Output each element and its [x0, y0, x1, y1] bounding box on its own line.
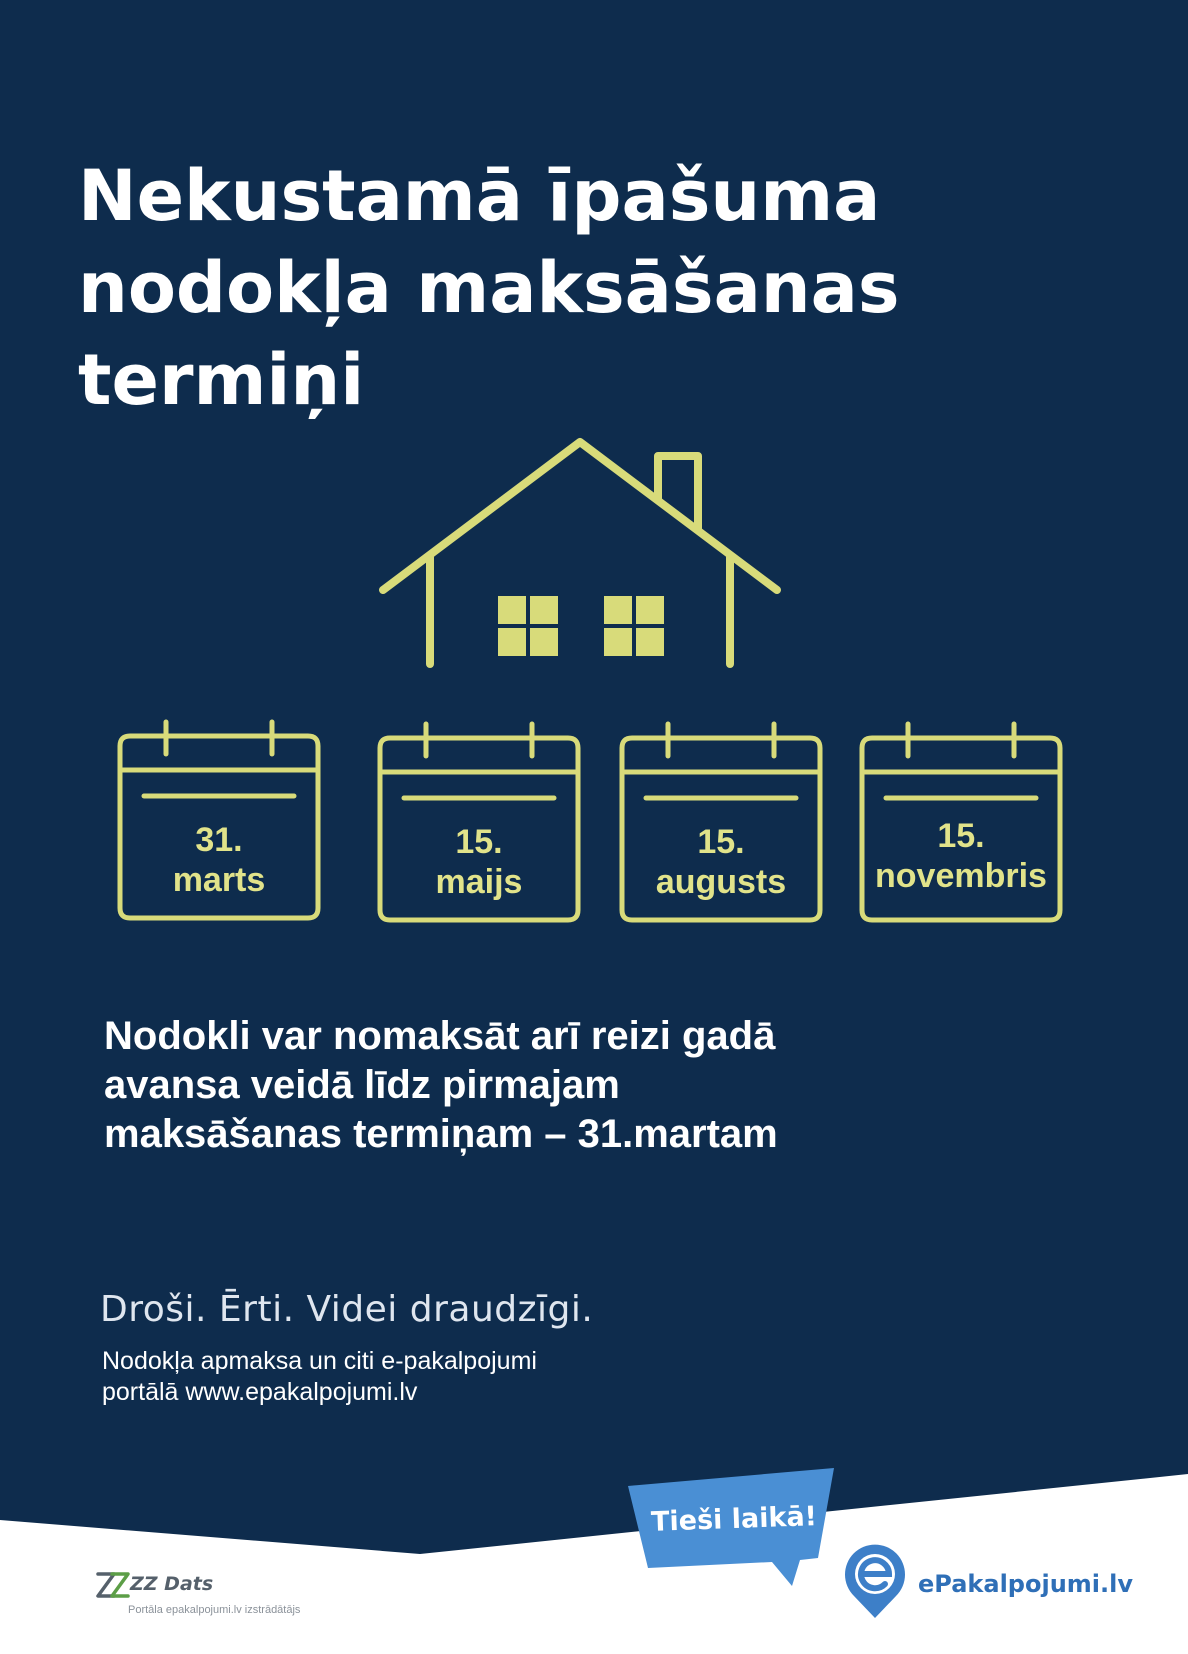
deadline-day: 31. [195, 821, 243, 859]
deadline-date [124, 820, 314, 900]
portal-info-line-1: Nodokļa apmaksa un citi e-pakalpojumi [102, 1347, 537, 1375]
info-line-3: maksāšanas termiņam – 31.martam [104, 1112, 778, 1156]
portal-info-line-2: portālā www.epakalpojumi.lv [102, 1378, 418, 1406]
calendar-card-november [858, 720, 1064, 930]
deadline-month: marts [172, 861, 266, 899]
house-icon [378, 428, 788, 668]
epakalpojumi-logo-icon [844, 1540, 906, 1620]
title-line-3: termiņi [78, 339, 365, 421]
zz-dats-name: ZZ Dats [130, 1573, 214, 1595]
portal-info [102, 1346, 537, 1408]
deadline-day: 15. [937, 817, 985, 855]
advance-payment-info [104, 1012, 1004, 1159]
tagline: Droši. Ērti. Videi draudzīgi. [100, 1289, 594, 1330]
deadline-date [626, 822, 816, 902]
info-line-1: Nodokli var nomaksāt arī reizi gadā [104, 1014, 776, 1058]
page-title [78, 150, 1078, 426]
deadline-date [384, 822, 574, 902]
title-line-1: Nekustamā īpašuma [78, 155, 881, 237]
deadline-month: novembris [875, 857, 1047, 895]
speech-bubble-text: Tieši laikā! [650, 1501, 818, 1538]
zz-dats-caption: Portāla epakalpojumi.lv izstrādātājs [128, 1604, 301, 1616]
calendar-card-march [116, 718, 322, 928]
deadline-date [866, 816, 1056, 896]
deadline-month: maijs [435, 863, 523, 901]
calendar-card-may [376, 720, 582, 930]
epakalpojumi-name: ePakalpojumi.lv [918, 1570, 1134, 1598]
deadline-month: augusts [655, 863, 787, 901]
info-line-2: avansa veidā līdz pirmajam [104, 1063, 620, 1107]
deadline-day: 15. [697, 823, 745, 861]
title-line-2: nodokļa maksāšanas [78, 247, 900, 329]
deadline-day: 15. [455, 823, 503, 861]
calendar-card-august [618, 720, 824, 930]
